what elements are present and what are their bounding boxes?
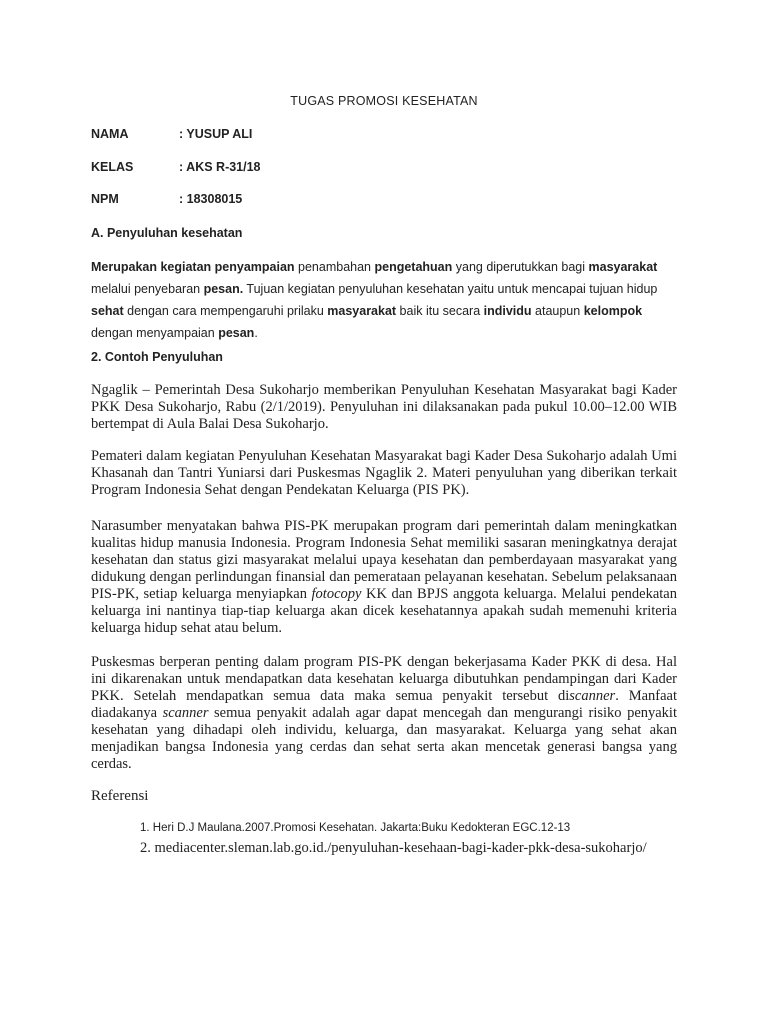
identity-value: : AKS R-31/18: [179, 160, 261, 174]
italic-term: fotocopy: [311, 586, 362, 602]
text-segment: dengan cara mempengaruhi prilaku: [123, 304, 328, 318]
section-2-heading: 2. Contoh Penyuluhan: [91, 350, 223, 364]
bold-term: pengetahuan: [374, 260, 453, 274]
bold-term: kelompok: [583, 304, 643, 318]
italic-term: scanner: [162, 705, 209, 721]
paragraph-1: Ngaglik – Pemerintah Desa Sukoharjo memberikan Penyuluhan Kesehatan Masyarakat bagi Kader PKK Desa Sukoharjo, Rabu (2/1/2019). Penyuluhan ini dilaksanakan pada pukul 10.00–12.00 WIB bertempat di Aula Balai Desa Sukoharjo.: [91, 382, 677, 432]
text-segment: baik itu secara: [396, 304, 484, 318]
bold-term: Merupakan kegiatan penyampaian: [91, 260, 295, 274]
bold-term: pesan: [218, 326, 255, 340]
paragraph-4: [91, 654, 677, 773]
paragraph-4-text-a: Puskesmas berperan penting dalam program PIS-PK dengan bekerjasama Kader PKK di desa. Hal ini dikarenakan untuk mendapatkan data kesehatan keluarga dibutuhkan pendampingan dari Kader PKK. Setelah mendapatkan semua data maka semua penyakit tersebut di: [91, 654, 677, 704]
bold-term: masyarakat: [327, 304, 397, 318]
italic-term: scanner: [569, 688, 616, 704]
text-segment: melalui penyebaran: [91, 282, 204, 296]
identity-label: NPM: [91, 192, 119, 206]
section-a-text: [91, 260, 657, 340]
text-segment: dengan menyampaian: [91, 326, 219, 340]
bold-term: pesan.: [203, 282, 244, 296]
text-segment: ataupun: [531, 304, 584, 318]
section-a-paragraph: [91, 256, 677, 344]
identity-row-nama: [91, 127, 252, 141]
paragraph-4-text-c: semua penyakit adalah agar dapat mencegah dan mengurangi risiko penyakit kesehatan yang dihadapi oleh individu, keluarga, dan masyarakat. Keluarga yang sehat akan menjadikan bangsa Indonesia yang cerdas dan sehat serta akan mencetak generasi bangsa yang cerdas.: [91, 705, 677, 772]
text-segment: penambahan: [294, 260, 375, 274]
text-segment: yang diperutukkan bagi: [452, 260, 589, 274]
identity-value: : YUSUP ALI: [179, 127, 253, 141]
paragraph-3: [91, 518, 677, 637]
section-a-heading: A. Penyuluhan kesehatan: [91, 226, 243, 240]
references-title: Referensi: [91, 788, 149, 804]
paragraph-2: Pemateri dalam kegiatan Penyuluhan Kesehatan Masyarakat bagi Kader Desa Sukoharjo adalah Umi Khasanah dan Tantri Yuniarsi dari Puskesmas Ngaglik 2. Materi penyuluhan yang diberikan terkait Program Indonesia Sehat dengan Pendekatan Keluarga (PIS PK).: [91, 448, 677, 498]
identity-value: : 18308015: [179, 192, 243, 206]
identity-row-kelas: [91, 160, 261, 174]
identity-row-npm: [91, 192, 242, 206]
document-title: TUGAS PROMOSI KESEHATAN: [290, 94, 478, 108]
reference-item-2: 2. mediacenter.sleman.lab.go.id./penyuluhan-kesehaan-bagi-kader-pkk-desa-sukoharjo/: [140, 840, 647, 856]
bold-term: individu: [483, 304, 532, 318]
paragraph-3-text-b: KK dan BPJS anggota keluarga. Melalui pendekatan keluarga ini nantinya tiap-tiap keluarga akan dicek kesehatannya apakah sudah memenuhi kriteria keluarga hidup sehat atau belum.: [91, 586, 677, 636]
identity-label: NAMA: [91, 127, 129, 141]
text-segment: .: [254, 326, 258, 340]
bold-term: sehat: [91, 304, 124, 318]
paragraph-3-text-a: Narasumber menyatakan bahwa PIS-PK merupakan program dari pemerintah dalam meningkatkan kualitas hidup manusia Indonesia. Program Indonesia Sehat memiliki sasaran meningkatnya derajat kesehatan dan status gizi masyarakat melalui upaya kesehatan dan pemberdayaan masyarakat yang didukung dengan perlindungan finansial dan pemerataan pelayanan kesehatan. Sebelum pelaksanaan PIS-PK, setiap keluarga menyiapkan: [91, 518, 677, 602]
text-segment: Tujuan kegiatan penyuluhan kesehatan yaitu untuk mencapai tujuan hidup: [243, 282, 658, 296]
identity-label: KELAS: [91, 160, 134, 174]
bold-term: masyarakat: [588, 260, 658, 274]
paragraph-4-text-b: . Manfaat diadakanya: [91, 688, 677, 721]
reference-item-1: 1. Heri D.J Maulana.2007.Promosi Kesehatan. Jakarta:Buku Kedokteran EGC.12-13: [140, 822, 571, 834]
